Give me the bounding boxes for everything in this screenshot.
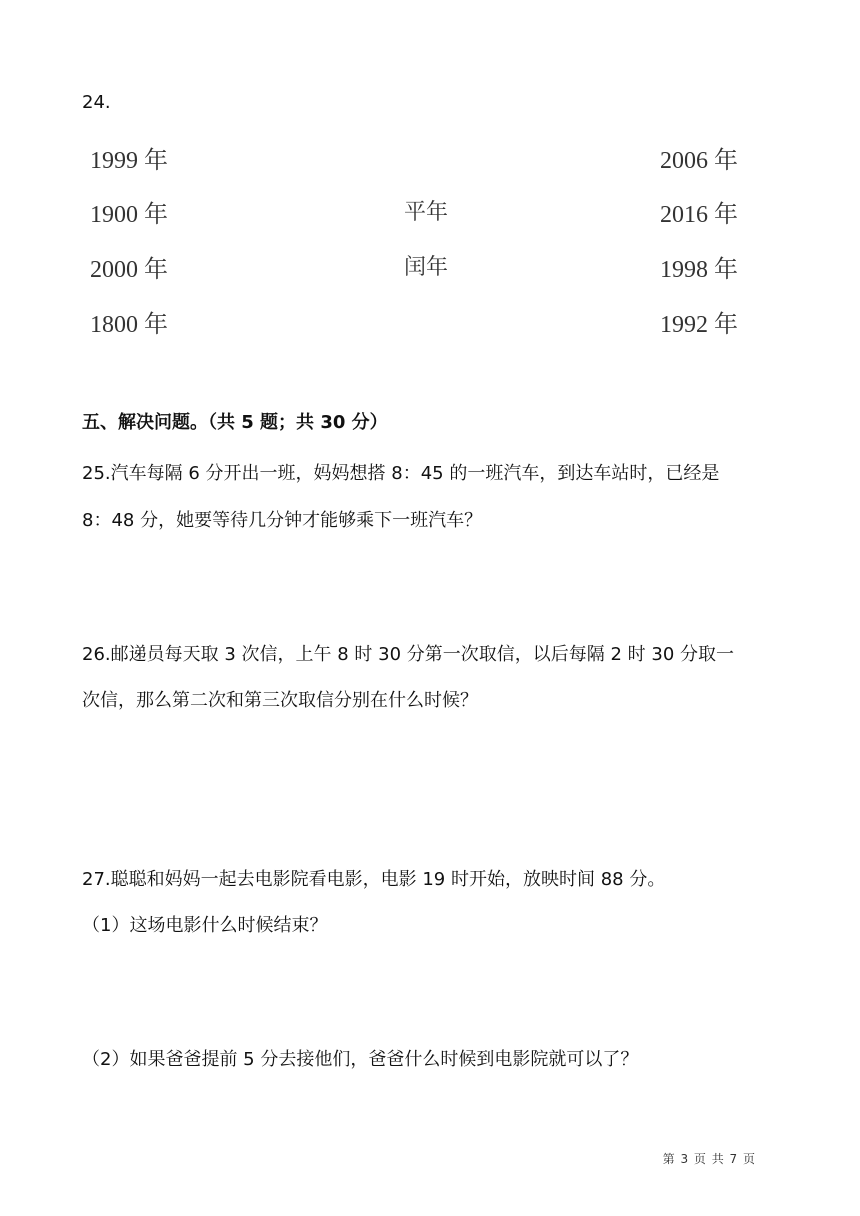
page-footer: 第 3 页 共 7 页 [662,1152,756,1166]
question-25-line-2: 8：48 分，她要等待几分钟才能够乘下一班汽车？ [82,510,483,531]
question-26-line-2: 次信，那么第二次和第三次取信分别在什么时候？ [82,690,478,711]
year-2000: 2000 年 [90,257,168,283]
year-2016: 2016 年 [660,202,738,228]
question-27-sub-2: （2）如果爸爸提前 5 分去接他们，爸爸什么时候到电影院就可以了？ [82,1049,639,1070]
year-2006: 2006 年 [660,148,738,174]
year-1992: 1992 年 [660,312,738,338]
year-1900: 1900 年 [90,202,168,228]
category-common-year: 平年 [404,200,449,225]
year-1800: 1800 年 [90,312,168,338]
category-leap-year: 闰年 [404,255,449,280]
question-24-number: 24. [82,92,111,113]
section-five-heading: 五、解决问题。（共 5 题；共 30 分） [82,412,388,433]
question-27-intro: 27.聪聪和妈妈一起去电影院看电影，电影 19 时开始，放映时间 88 分。 [82,869,666,890]
question-27-sub-1: （1）这场电影什么时候结束？ [82,915,328,936]
question-25-line-1: 25.汽车每隔 6 分开出一班，妈妈想搭 8：45 的一班汽车，到达车站时，已经是 [82,463,720,484]
question-26-line-1: 26.邮递员每天取 3 次信，上午 8 时 30 分第一次取信，以后每隔 2 时 30 分取一 [82,644,735,665]
year-1998: 1998 年 [660,257,738,283]
year-1999: 1999 年 [90,148,168,174]
